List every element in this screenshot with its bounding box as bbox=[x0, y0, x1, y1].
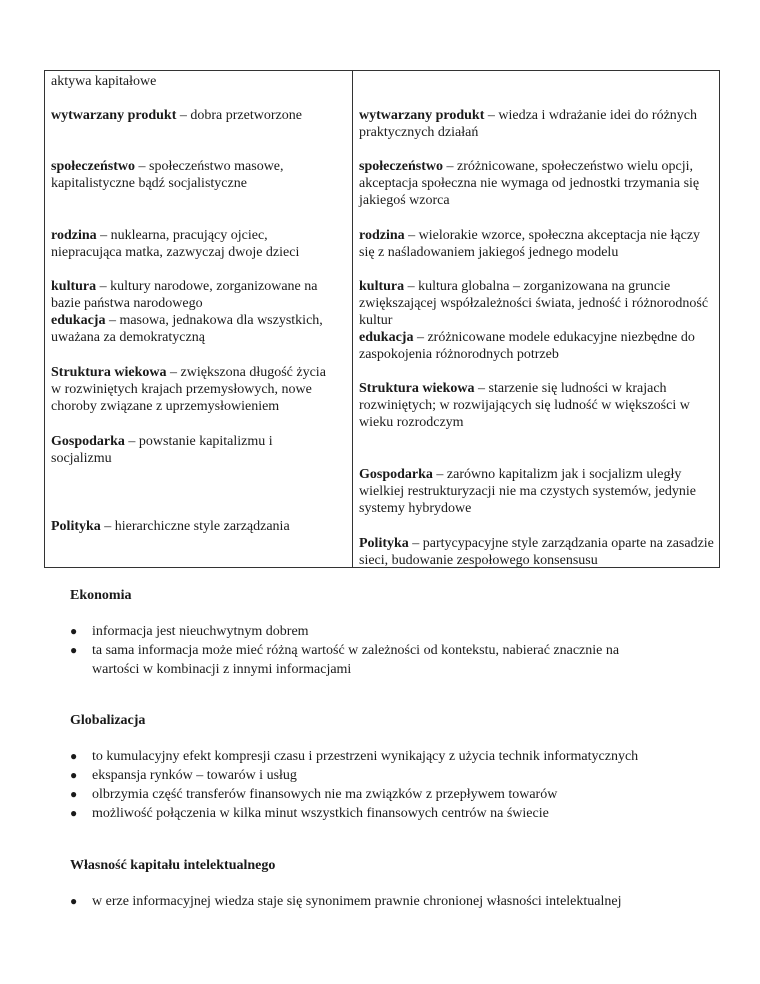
bullet-icon: ● bbox=[70, 806, 78, 820]
table-column-divider bbox=[352, 70, 353, 568]
left-aktywa: aktywa kapitałowe bbox=[51, 74, 157, 89]
right-kultura: kultura – kultura globalna – zorganizowana na gruncie bbox=[359, 279, 671, 294]
right-gospodarka-line3: systemy hybrydowe bbox=[359, 501, 472, 516]
globalizacja-bullet-4: ● możliwość połączenia w kilka minut wszystkich finansowych centrów na świecie bbox=[70, 806, 549, 821]
left-gospodarka: Gospodarka – powstanie kapitalizmu i bbox=[51, 434, 273, 449]
globalizacja-bullet-1: ● to kumulacyjny efekt kompresji czasu i przestrzeni wynikający z użycia technik informatycznych bbox=[70, 749, 639, 764]
right-edukacja-line2: zaspokojenia różnorodnych potrzeb bbox=[359, 347, 559, 362]
left-kultura-line2: bazie państwa narodowego bbox=[51, 296, 203, 311]
left-rodzina: rodzina – nuklearna, pracujący ojciec, bbox=[51, 228, 268, 243]
right-gospodarka: Gospodarka – zarówno kapitalizm jak i socjalizm uległy bbox=[359, 467, 682, 482]
right-produkt-line2: praktycznych działań bbox=[359, 125, 479, 140]
left-struktura-line2: w rozwiniętych krajach przemysłowych, nowe bbox=[51, 382, 312, 397]
right-struktura: Struktura wiekowa – starzenie się ludności w krajach bbox=[359, 381, 667, 396]
right-struktura-line3: wieku rozrodczym bbox=[359, 415, 464, 430]
left-kultura: kultura – kultury narodowe, zorganizowane na bbox=[51, 279, 318, 294]
right-struktura-line2: rozwiniętych; w rozwijających się ludność w większości w bbox=[359, 398, 690, 413]
ekonomia-bullet-2-cont: wartości w kombinacji z innymi informacjami bbox=[92, 662, 352, 677]
right-kultura-line3: kultur bbox=[359, 313, 393, 328]
right-polityka: Polityka – partycypacyjne style zarządzania oparte na zasadzie bbox=[359, 536, 714, 551]
right-spoleczenstwo-line3: jakiegoś wzorca bbox=[359, 193, 450, 208]
bullet-icon: ● bbox=[70, 749, 78, 763]
left-produkt: wytwarzany produkt – dobra przetworzone bbox=[51, 108, 302, 123]
bullet-icon: ● bbox=[70, 768, 78, 782]
left-rodzina-line2: niepracująca matka, zazwyczaj dwoje dzieci bbox=[51, 245, 300, 260]
bullet-icon: ● bbox=[70, 624, 78, 638]
ekonomia-bullet-2: ● ta sama informacja może mieć różną wartość w zależności od kontekstu, nabierać znacznie na bbox=[70, 643, 620, 658]
right-spoleczenstwo-line2: akceptacja społeczna nie wymaga od jednostki trzymania się bbox=[359, 176, 700, 191]
globalizacja-heading: Globalizacja bbox=[70, 713, 146, 728]
bullet-icon: ● bbox=[70, 787, 78, 801]
right-rodzina-line2: się z naśladowaniem jakiegoś jednego modelu bbox=[359, 245, 619, 260]
right-gospodarka-line2: wielkiej restrukturyzacji nie ma czystych systemów, jedynie bbox=[359, 484, 696, 499]
left-polityka: Polityka – hierarchiczne style zarządzania bbox=[51, 519, 290, 534]
left-struktura: Struktura wiekowa – zwiększona długość życia bbox=[51, 365, 326, 380]
globalizacja-bullet-3: ● olbrzymia część transferów finansowych nie ma związków z przepływem towarów bbox=[70, 787, 558, 802]
wlasnosc-heading: Własność kapitału intelektualnego bbox=[70, 858, 276, 873]
right-spoleczenstwo: społeczeństwo – zróżnicowane, społeczeństwo wielu opcji, bbox=[359, 159, 693, 174]
globalizacja-bullet-2: ● ekspansja rynków – towarów i usług bbox=[70, 768, 297, 783]
left-edukacja: edukacja – masowa, jednakowa dla wszystkich, bbox=[51, 313, 323, 328]
left-struktura-line3: choroby związane z uprzemysłowieniem bbox=[51, 399, 280, 414]
left-gospodarka-line2: socjalizmu bbox=[51, 451, 112, 466]
wlasnosc-bullet-1: ● w erze informacyjnej wiedza staje się synonimem prawnie chronionej własności intelektualnej bbox=[70, 894, 622, 909]
right-produkt: wytwarzany produkt – wiedza i wdrażanie idei do różnych bbox=[359, 108, 698, 123]
right-edukacja: edukacja – zróżnicowane modele edukacyjne niezbędne do bbox=[359, 330, 695, 345]
right-polityka-line2: sieci, budowanie zespołowego konsensusu bbox=[359, 553, 598, 568]
left-edukacja-line2: uważana za demokratyczną bbox=[51, 330, 205, 345]
right-rodzina: rodzina – wielorakie wzorce, społeczna akceptacja nie łączy bbox=[359, 228, 701, 243]
left-spoleczenstwo-line2: kapitalistyczne bądź socjalistyczne bbox=[51, 176, 247, 191]
ekonomia-heading: Ekonomia bbox=[70, 588, 132, 603]
bullet-icon: ● bbox=[70, 894, 78, 908]
right-kultura-line2: zwiększającej współzależności świata, jedność i różnorodność bbox=[359, 296, 709, 311]
left-spoleczenstwo: społeczeństwo – społeczeństwo masowe, bbox=[51, 159, 284, 174]
bullet-icon: ● bbox=[70, 643, 78, 657]
ekonomia-bullet-1: ● informacja jest nieuchwytnym dobrem bbox=[70, 624, 309, 639]
